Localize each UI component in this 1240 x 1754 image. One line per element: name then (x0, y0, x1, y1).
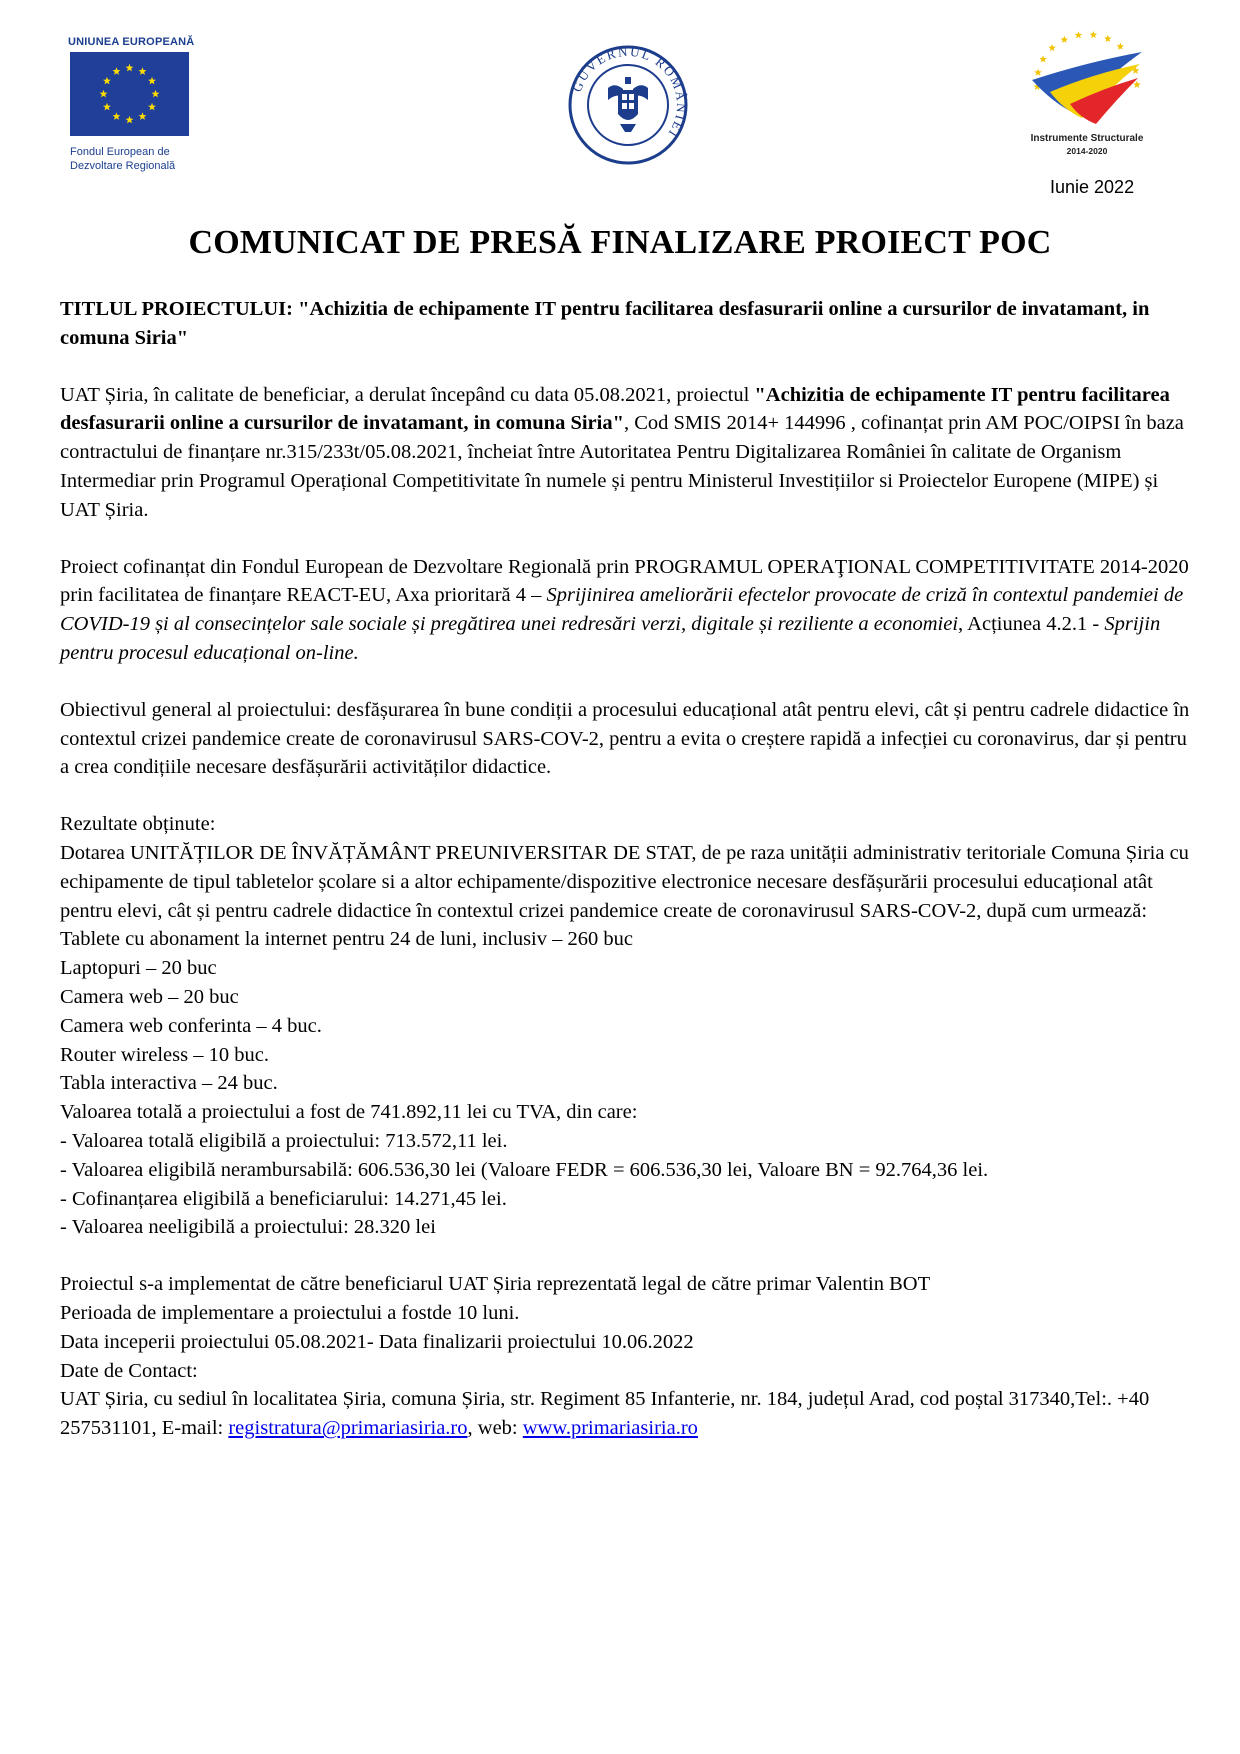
is-star-icon (1116, 43, 1124, 50)
results-heading: Rezultate obținute: (60, 813, 216, 836)
structural-instruments-logo (1012, 22, 1162, 157)
contact-paragraph (60, 1385, 1190, 1443)
is-star-icon (1075, 31, 1083, 38)
eu-fund-name (70, 145, 208, 173)
page-title: COMUNICAT DE PRESĂ FINALIZARE PROIECT POC (188, 224, 1052, 261)
contact-heading: Date de Contact: (60, 1359, 198, 1382)
dates-line: Data inceperii proiectului 05.08.2021- Data finalizarii proiectului 10.06.2022 (60, 1330, 694, 1353)
objective-paragraph: Obiectivul general al proiectului: desfășurarea în bune condiții a procesului educațional atât pentru elevi, cât și pentru cadrele didactice în contextul crizei pandemice create de coronavirusul SARS-COV-2, pentru a evita o creștere rapidă a infecției cu coronavirus, dar și pentru a crea condițiile necesare desfășurării activităților didactice. (60, 698, 1190, 779)
structural-instruments-caption (1012, 133, 1162, 157)
is-caption: Instrumente Structurale (1030, 133, 1144, 144)
website-link[interactable]: www.primariasiria.ro (522, 1417, 698, 1440)
intro-project-name: "Achizitia de echipamente IT pentru facilitarea desfasurarii online a cursurilor de invatamant, in comuna Siria" (60, 383, 1170, 435)
funding-part2: , Acțiunea 4.2.1 - (958, 613, 1105, 636)
is-star-icon (1104, 35, 1112, 42)
is-star-icon (1060, 36, 1068, 43)
eu-caption: UNIUNEA EUROPEANĂ (68, 36, 195, 48)
is-star-icon (1133, 81, 1141, 88)
result-item: Laptopuri – 20 buc (60, 957, 217, 980)
value-item: - Valoarea neeligibilă a proiectului: 28.320 lei (60, 1216, 436, 1239)
result-item: Camera web conferinta – 4 buc. (60, 1014, 322, 1037)
eu-logo (68, 36, 208, 173)
document-body (60, 295, 1190, 1443)
funding-part1: Proiect cofinanțat din Fondul European de Dezvoltare Regională prin PROGRAMUL OPERAŢIONAL COMPETITIVITATE 2014-2020 prin facilitatea de finanțare REACT-EU, Axa prioritară 4 – (60, 555, 1189, 607)
svg-text:GUVERNUL ROMÂNIEI: GUVERNUL ROMÂNIEI (569, 44, 689, 142)
is-star-icon (1090, 31, 1098, 38)
results-description: Dotarea UNITĂȚILOR DE ÎNVĂȚĂMÂNT PREUNIVERSITAR DE STAT, de pe raza unității administrativ teritoriale Comuna Șiria cu echipamente de tipul tabletelor școlare si a altor echipamente/dispozitive electronice necesare desfășurării procesului educațional atât pentru elevi, cât și pentru cadrele didactice în contextul crizei pandemice create de coronavirusul SARS-COV-2, după cum urmează: (60, 841, 1189, 922)
is-star-icon (1048, 44, 1056, 51)
project-title-label: TITLUL PROIECTULUI: (60, 298, 293, 320)
result-item: Camera web – 20 buc (60, 985, 239, 1008)
result-item: Tabla interactiva – 24 buc. (60, 1072, 278, 1095)
result-item: Tablete cu abonament la internet pentru 24 de luni, inclusiv – 260 buc (60, 928, 633, 951)
value-total: Valoarea totală a proiectului a fost de 741.892,11 lei cu TVA, din care: (60, 1101, 638, 1124)
contact-text: UAT Șiria, cu sediul în localitatea Șiria, comuna Șiria, str. Regiment 85 Infanterie, nr. 184, județul Arad, cod poștal 317340,Tel:. +40 257531101, E-mail: (60, 1388, 1150, 1440)
funding-paragraph (60, 553, 1190, 668)
intro-paragraph (60, 381, 1190, 525)
project-title-text: "Achizitia de echipamente IT pentru facilitarea desfasurarii online a cursurilor de invatamant, in comuna Siria" (60, 298, 1150, 349)
implementer-line: Proiectul s-a implementat de către beneficiarul UAT Șiria reprezentată legal de către primar Valentin BOT (60, 1273, 931, 1296)
value-item: - Valoarea totală eligibilă a proiectului: 713.572,11 lei. (60, 1129, 508, 1152)
period-line: Perioada de implementare a proiectului a fostde 10 luni. (60, 1301, 520, 1324)
email-link[interactable]: registratura@primariasiria.ro (228, 1417, 468, 1440)
value-item: - Cofinanțarea eligibilă a beneficiarului: 14.271,45 lei. (60, 1187, 507, 1210)
intro-after: , Cod SMIS 2014+ 144996 , cofinanțat prin AM POC/OIPSI în baza contractului de finanțare nr.315/233t/05.08.2021, încheiat între Autoritatea Pentru Digitalizarea României în calitate de Organism Intermediar prin Programul Operațional Competitivitate în numele și pentru Ministerul Investițiilor si Proiectelor Europene (MIPE) și UAT Șiria. (60, 412, 1184, 521)
intro-before: UAT Șiria, în calitate de beneficiar, a derulat începând cu data 05.08.2021, proiectul (60, 383, 755, 406)
funding-action: Sprijin pentru procesul educațional on-line. (60, 613, 1161, 664)
web-label: , web: (467, 1417, 523, 1440)
government-seal-icon (567, 44, 689, 166)
funding-axis: Sprijinirea ameliorării efectelor provocate de criză în contextul pandemiei de COVID-19 și al consecințelor sale sociale și pregătirea unei redresări verzi, digitale și reziliente a economiei (60, 584, 1184, 636)
is-star-icon (1039, 55, 1047, 62)
is-years: 2014-2020 (1066, 146, 1108, 156)
eu-fund-line2: Dezvoltare Regională (70, 160, 176, 172)
result-item: Router wireless – 10 buc. (60, 1043, 269, 1066)
is-star-icon (1034, 69, 1042, 76)
eu-flag-icon (70, 52, 189, 136)
value-item: - Valoarea eligibilă nerambursabilă: 606.536,30 lei (Valoare FEDR = 606.536,30 lei, Valoare BN = 92.764,36 lei. (60, 1158, 989, 1181)
project-title (60, 295, 1190, 353)
structural-instruments-icon (1012, 22, 1162, 128)
eu-fund-line1: Fondul European de (70, 146, 170, 158)
document-date: Iunie 2022 (1050, 177, 1135, 197)
